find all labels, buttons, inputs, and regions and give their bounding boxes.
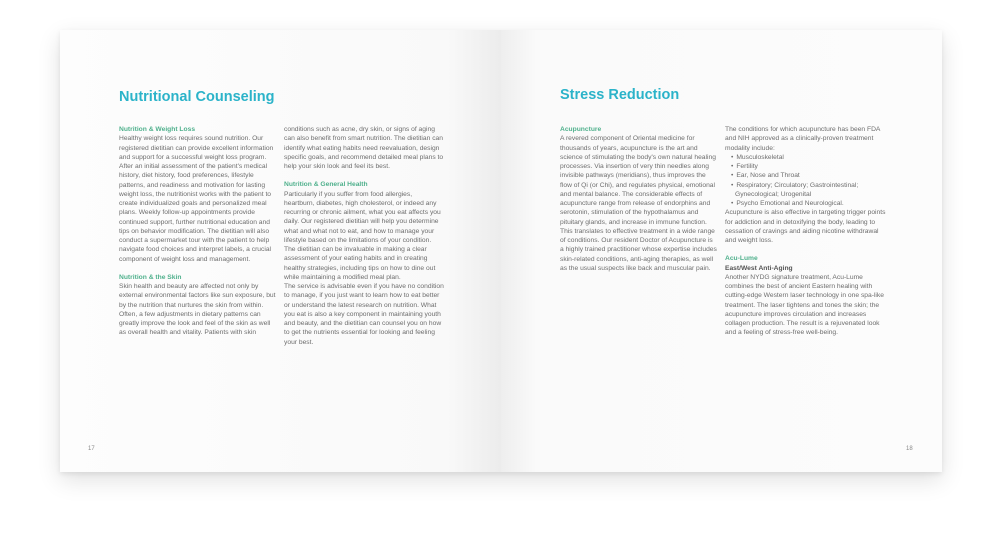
page-number: 17 — [88, 446, 95, 452]
body-paragraph: Another NYDG signature treatment, Acu-Lume combines the best of ancient Eastern healing with cutting-edge Western laser technology in one spa-like treatment. The laser tightens and tones the skin; the acupuncture improves circulation and increases collagen production. The result is a rejuvenated look and a feeling of stress-free well-being. — [725, 273, 884, 337]
list-item: • Psycho Emotional and Neurological. — [725, 199, 887, 208]
body-paragraph: Healthy weight loss requires sound nutrition. Our registered dietitian can provide excellent information and support for a successful weight loss program. After an initial assessment of the patient's medical history, diet history, food preferences, lifestyle patterns, and readiness and motivation for lasting weight loss, the nutritionist works with the patient to create individualized goals and personalized meal plans. Weekly follow-up appointments provide continued support, further nutritional education and tips on behavior modification. The dietitian will also conduct a supermarket tour with the patient to help navigate food choices and interpret labels, a crucial component of weight loss and management. — [119, 135, 274, 263]
section-heading: Acupuncture — [560, 126, 602, 133]
section-heading: Nutrition & the Skin — [119, 273, 182, 281]
body-paragraph: The service is advisable even if you have no condition to manage, if you just want to learn how to eat better or understand the latest research on nutrition. What you eat is also a key component in maintaining youth and beauty, and the dietitian can counsel you on how to get the nutrients essential for looking and feeling your best. — [284, 283, 444, 346]
conditions-list — [725, 153, 887, 209]
left-page — [60, 30, 501, 472]
section-heading: Nutrition & Weight Loss — [119, 126, 196, 133]
section-heading: Nutrition & General Health — [284, 181, 368, 189]
right-column-2 — [725, 125, 887, 338]
right-column-1 — [560, 125, 718, 273]
right-page — [501, 30, 942, 472]
left-column-2 — [284, 125, 444, 347]
list-item: • Respiratory; Circulatory; Gastrointestinal; Gynecological; Urogenital — [725, 181, 887, 200]
list-item: • Fertility — [725, 162, 887, 171]
brochure-spread — [60, 30, 942, 472]
page-title: Nutritional Counseling — [119, 89, 275, 105]
body-paragraph: conditions such as acne, dry skin, or signs of aging can also benefit from smart nutrition. The dietitian can identify what eating habits need reevaluation, design specific goals, and recommend detailed meal plans to help your skin look and feel its best. — [284, 126, 444, 170]
body-paragraph: Particularly if you suffer from food allergies, heartburn, diabetes, high cholesterol, or indeed any recurring or chronic ailment, what you eat affects you daily. Our registered dietitian will help you determine what and what not to eat, and how to manage your lifestyle based on the limitations of your condition. The dietitian can be invaluable in making a clear assessment of your eating habits and in creating healthy strategies, including tips on how to dine out while maintaining a modified meal plan. — [284, 190, 441, 281]
body-paragraph: The conditions for which acupuncture has been FDA and NIH approved as a clinically-proven treatment modality include: — [725, 126, 881, 152]
list-item: • Musculoskeletal — [725, 153, 887, 162]
page-number: 18 — [906, 446, 913, 452]
list-item: • Ear, Nose and Throat — [725, 171, 887, 180]
section-heading: Acu-Lume — [725, 255, 758, 263]
body-paragraph: Skin health and beauty are affected not only by external environmental factors like sun exposure, but by the nutrition that nurtures the skin from within. Often, a few adjustments in dietary patterns can greatly improve the look and feel of the skin as well as overall health and vitality. Patients with skin — [119, 283, 276, 337]
section-subheading: East/West Anti-Aging — [725, 264, 793, 272]
left-column-1 — [119, 125, 277, 338]
body-paragraph: Acupuncture is also effective in targeting trigger points for addiction and in detoxifying the body, leading to cessation of cravings and aiding nicotine withdrawal and weight loss. — [725, 209, 886, 244]
page-title: Stress Reduction — [560, 87, 680, 103]
body-paragraph: A revered component of Oriental medicine for thousands of years, acupuncture is the art and science of stimulating the body's own natural healing processes. Via insertion of very thin needles along invisible pathways (meridians), thus improves the flow of Qi (or Chi), and regulates physical, emotional and mental balance. The considerable effects of acupuncture range from release of endorphins and serotonin, stimulation of the hypothalamus and pituitary glands, and increase in immune function. This translates to effective treatment in a wide range of conditions. Our resident Doctor of Acupuncture is a highly trained practitioner whose expertise includes skin-related conditions, anti-aging therapies, as well as the usual suspects like back and muscular pain. — [560, 135, 717, 272]
